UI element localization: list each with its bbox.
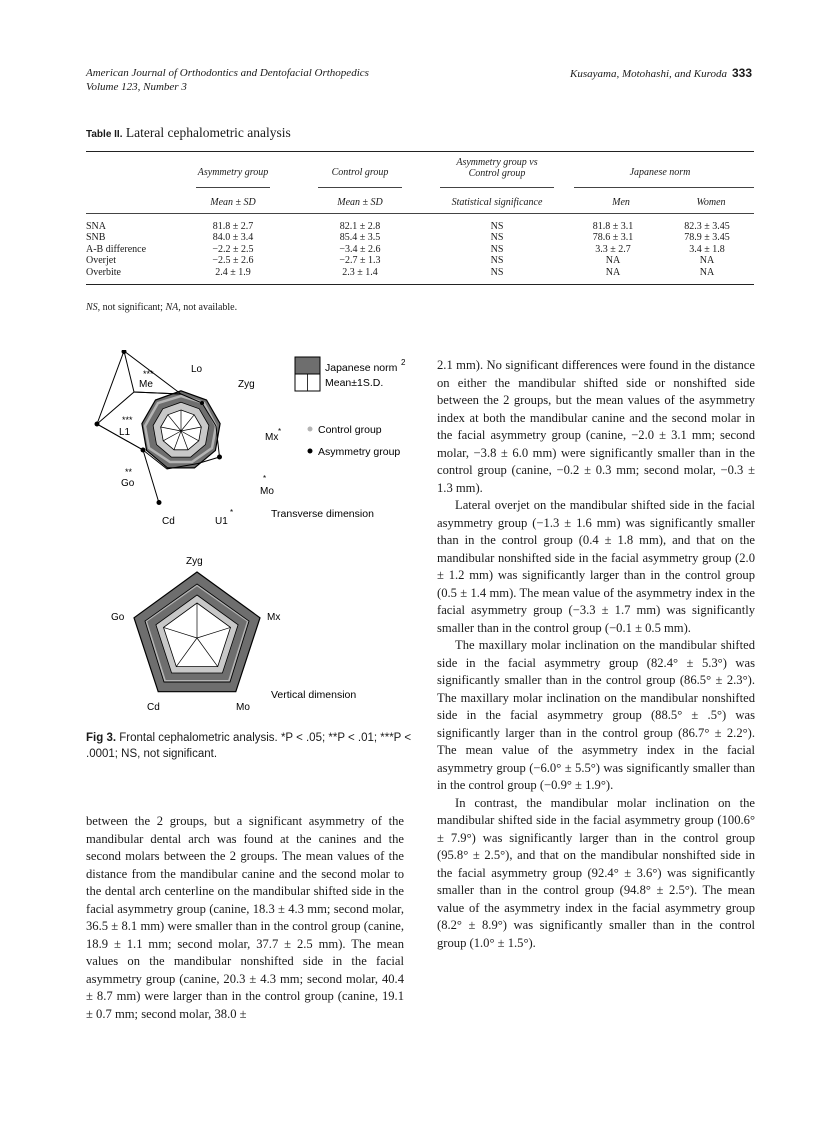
label-l1: L1	[119, 427, 131, 438]
table-row	[86, 221, 754, 233]
table-row	[86, 255, 754, 267]
label-mo-sig: *	[263, 474, 267, 483]
label-zyg: Zyg	[238, 379, 255, 390]
cell-men: 78.6 ± 3.1	[592, 232, 634, 243]
cell-asym: 81.8 ± 2.7	[212, 220, 254, 232]
row-label: Overbite	[86, 266, 121, 278]
row-label: SNB	[86, 232, 106, 243]
row-label: A-B difference	[86, 243, 147, 255]
label-u1-sig: *	[230, 508, 234, 517]
label-u1: U1	[215, 516, 228, 527]
v-label-zyg: Zyg	[186, 556, 203, 567]
table-title: Lateral cephalometric analysis	[125, 125, 291, 140]
table-subheader-row	[86, 179, 754, 213]
left-column	[86, 813, 404, 1023]
sub-women: Women	[696, 197, 726, 208]
cell-sig: NS	[490, 232, 504, 243]
cell-sig: NS	[490, 243, 504, 255]
footnote-ns-abbrev: NS,	[86, 302, 101, 313]
cell-sig: NS	[490, 220, 504, 232]
body-paragraph: Lateral overjet on the mandibular shifted side in the facial asymmetry group (−1.3 ± 1.6 mm) was significantly smaller than in the control group (0.4 ± 1.8 mm), and that on the mandibular nonshifted side in the facial asymmetry group (2.0 ± 1.2 mm) was significantly larger than in the control group (0.5 ± 1.4 mm). The mean value of the asymmetry index in the facial asymmetry group (−3.3 ± 1.7 mm) was significantly smaller than in the control group (−0.1 ± 0.5 mm).	[437, 498, 755, 635]
row-label: SNA	[86, 220, 107, 232]
legend-control: Control group	[318, 424, 382, 436]
sub-significance: Statistical significance	[440, 187, 554, 209]
cell-men: NA	[605, 266, 621, 278]
cell-men: NA	[605, 255, 621, 266]
cell-sig: NS	[490, 266, 504, 278]
body-paragraph: The maxillary molar inclination on the mandibular shifted side in the facial asymmetry group (82.4° ± 5.3°) was significantly smaller than in the control group (86.5° ± 2.3°). The maxillary molar inclination on the mandibular nonshifted side in the facial asymmetry group (88.5° ± .5°) was significantly larger than in the control group (86.7° ± 2.2°). The mean value of the asymmetry index in the facial asymmetry group (−6.0° ± 5.5°) was significantly smaller than in the control group (−0.9° ± 1.9°).	[437, 638, 755, 792]
legend-control-marker	[308, 427, 313, 432]
label-me-sig: ***	[143, 369, 154, 379]
legend-mean-sd: Mean±1S.D.	[325, 377, 384, 389]
cell-ctrl: 82.1 ± 2.8	[339, 220, 381, 232]
label-mx-sig: *	[278, 427, 282, 436]
page-number: 333	[731, 66, 752, 80]
label-mx: Mx	[265, 432, 279, 443]
sub-mean-sd-asym: Mean ± SD	[196, 187, 270, 209]
col-japanese-norm: Japanese norm	[629, 167, 691, 179]
legend-asymmetry: Asymmetry group	[318, 446, 401, 458]
cell-men: 3.3 ± 2.7	[595, 243, 631, 255]
figure-caption	[86, 730, 416, 762]
body-paragraph: between the 2 groups, but a significant asymmetry of the mandibular dental arch was found at the canines and the second molars between the 2 groups. The mean values of the distance from the mandibular canine and the second molar to the dental arch centerline on the mandibular shifted side in the facial asymmetry group (canine, 18.3 ± 4.3 mm; second molar, 36.5 ± 8.1 mm) were smaller than in the control group (canine, 18.9 ± 1.1 mm; second molar, 37.7 ± 2.5 mm). The mean values on the mandibular nonshifted side in the facial asymmetry group (canine, 20.3 ± 4.3 mm; second molar, 40.4 ± 8.7 mm) were larger than in the control group (canine, 19.1 ± 0.7 mm; second molar, 38.0 ±	[86, 814, 404, 1021]
v-label-cd: Cd	[147, 702, 160, 713]
cell-asym: 2.4 ± 1.9	[215, 266, 251, 278]
footnote-na-text: not available.	[183, 302, 238, 313]
label-me: Me	[139, 379, 153, 390]
col-asymmetry: Asymmetry group	[197, 167, 269, 179]
label-l1-sig: ***	[122, 415, 133, 425]
cell-men: 81.8 ± 3.1	[592, 220, 634, 232]
col-comparison	[428, 152, 566, 180]
label-cd: Cd	[162, 516, 175, 527]
table-header-row	[86, 152, 754, 180]
v-label-mx: Mx	[267, 612, 281, 623]
col-control: Control group	[331, 167, 389, 179]
table-row	[86, 232, 754, 244]
cell-women: 78.9 ± 3.45	[684, 232, 730, 243]
legend-norm-ref: 2	[401, 358, 406, 367]
cell-sig: NS	[490, 255, 504, 266]
running-header-right	[570, 66, 752, 81]
cephalometric-table	[86, 151, 754, 285]
cell-women: NA	[699, 266, 715, 278]
cell-women: 3.4 ± 1.8	[689, 243, 725, 255]
label-lo: Lo	[191, 364, 203, 375]
vertical-title: Vertical dimension	[271, 689, 357, 701]
table-label: Table II.	[86, 129, 123, 140]
sub-men: Men	[612, 197, 630, 208]
footnote-na-abbrev: NA,	[165, 302, 181, 313]
table-row	[86, 244, 754, 256]
authors: Kusayama, Motohashi, and Kuroda	[570, 68, 727, 80]
label-go-sig: **	[125, 467, 133, 477]
legend-norm-label: Japanese norm	[325, 362, 398, 374]
body-paragraph: In contrast, the mandibular molar inclination on the mandibular shifted side in the facial asymmetry group (100.6° ± 7.9°) was significantly larger than in the control group (95.8° ± 2.5°), and that on the mandibular nonshifted side in the facial asymmetry group (92.4° ± 3.6°) was significantly smaller than in the control group (94.8° ± 2.5°). The mean value of the asymmetry index in the facial asymmetry group (8.2° ± 8.9°) was significantly smaller than in the control group (1.0° ± 1.5°).	[437, 795, 755, 950]
cell-ctrl: 2.3 ± 1.4	[342, 266, 378, 278]
figure-3	[85, 350, 425, 730]
journal-title: American Journal of Orthodontics and Dentofacial Orthopedics	[86, 67, 369, 79]
sub-mean-sd-ctrl: Mean ± SD	[318, 187, 402, 209]
label-mo: Mo	[260, 486, 274, 497]
v-label-mo: Mo	[236, 702, 250, 713]
vertical-radar	[111, 556, 356, 713]
col-comparison-line2: Control group	[468, 168, 526, 179]
cell-women: NA	[699, 255, 715, 266]
col-comparison-line1: Asymmetry group vs	[456, 157, 538, 168]
table-row	[86, 267, 754, 285]
cell-asym: −2.5 ± 2.6	[212, 255, 254, 266]
figure-caption-label: Fig 3.	[86, 732, 117, 744]
cell-women: 82.3 ± 3.45	[684, 220, 730, 232]
cell-asym: 84.0 ± 3.4	[212, 232, 254, 243]
v-label-go: Go	[111, 612, 125, 623]
legend-asymmetry-marker	[308, 449, 313, 454]
row-label: Overjet	[86, 255, 116, 266]
cell-ctrl: 85.4 ± 3.5	[339, 232, 381, 243]
body-paragraph: 2.1 mm). No significant differences were found in the distance on either the mandibular shifted side or nonshifted side between the 2 groups, but the mean values of the asymmetry index at both the mandibular canine and the second molar in the facial asymmetry group (canine, −2.0 ± 3.1 mm; second molar, −3.8 ± 6.0 mm) were significantly smaller than in the control group (canine, −0.2 ± 0.3 mm; second molar, −0.3 ± 1.3 mm).	[437, 358, 755, 495]
cell-asym: −2.2 ± 2.5	[212, 243, 254, 255]
cell-ctrl: −2.7 ± 1.3	[339, 255, 381, 266]
right-column	[437, 357, 755, 952]
table-footnote	[86, 302, 237, 313]
legend	[295, 357, 406, 458]
journal-volume: Volume 123, Number 3	[86, 81, 187, 93]
cell-ctrl: −3.4 ± 2.6	[339, 243, 381, 255]
figure-caption-text: Frontal cephalometric analysis. *P < .05; **P < .01; ***P < .0001; NS, not significant.	[86, 732, 412, 760]
footnote-ns-text: not significant;	[102, 302, 163, 313]
transverse-title: Transverse dimension	[271, 508, 374, 520]
table-caption	[86, 125, 291, 141]
label-go: Go	[121, 478, 135, 489]
running-header-left	[86, 66, 369, 94]
